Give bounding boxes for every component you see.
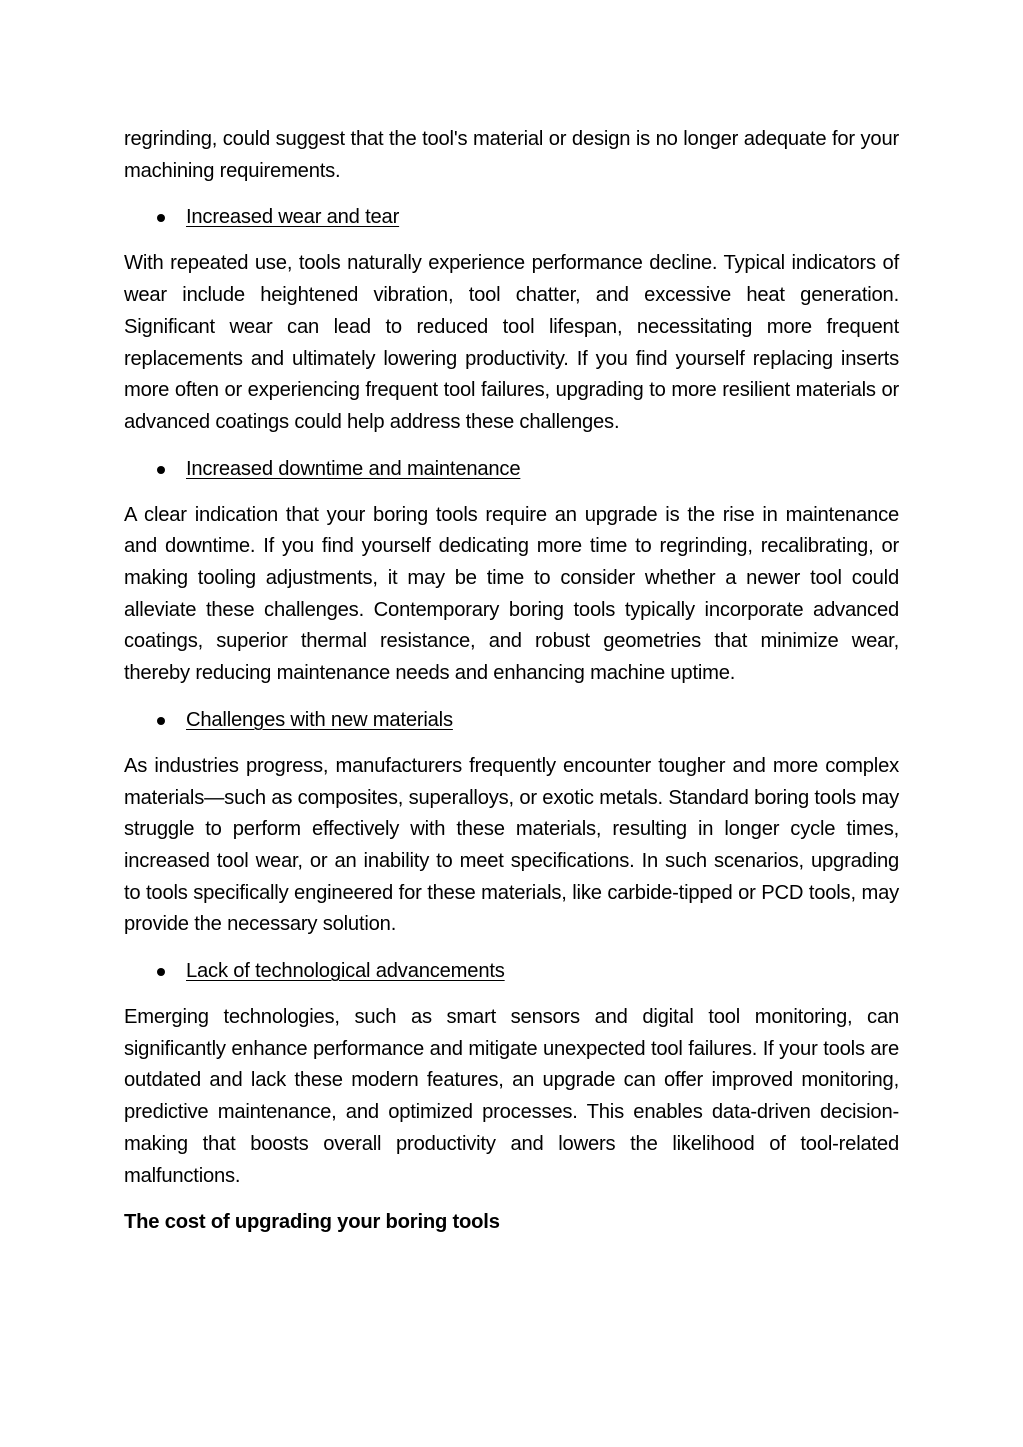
section-heading: The cost of upgrading your boring tools [124,1211,500,1234]
paragraph-new-materials: As industries progress, manufacturers frequently encounter tougher and more complex materials—such as composites, superalloys, or exotic metals. Standard boring tools may struggle to perform effectively with these materials, resulting in longer cycle times, increased tool wear, or an inability to meet specifications. In such scenarios, upgrading to tools specifically engineered for these materials, like carbide-tipped or PCD tools, may provide the necessary solution. [124,754,899,936]
bullet-label: Lack of technological advancements [186,960,505,983]
bullet-label: Increased wear and tear [186,206,400,229]
bullet-dot-icon [157,968,165,976]
bullet-dot-icon [157,214,165,222]
intro-paragraph: regrinding, could suggest that the tool's material or design is no longer adequate for your machining requirements. [124,128,899,182]
bullet-label: Challenges with new materials [186,708,453,731]
bullet-item-technological-advancements [124,956,899,988]
paragraph-technological-advancements: Emerging technologies, such as smart sensors and digital tool monitoring, can significantly enhance performance and mitigate unexpected tool failures. If your tools are outdated and lack these modern features, an upgrade can offer improved monitoring, predictive maintenance, and optimized processes. This enables data-driven decision-making that boosts overall productivity and lowers the likelihood of tool-related malfunctions. [124,1006,899,1187]
document-page [124,124,899,1239]
bullet-item-downtime-maintenance [124,454,899,486]
bullet-label: Increased downtime and maintenance [186,457,521,480]
paragraph-wear-and-tear: With repeated use, tools naturally experience performance decline. Typical indicators of wear include heightened vibration, tool chatter, and excessive heat generation. Significant wear can lead to reduced tool lifespan, necessitating more frequent replacements and ultimately lowering productivity. If you find yourself replacing inserts more often or experiencing frequent tool failures, upgrading to more resilient materials or advanced coatings could help address these challenges. [124,252,899,433]
bullet-dot-icon [157,466,165,474]
bullet-dot-icon [157,717,165,725]
bullet-item-new-materials [124,705,899,737]
paragraph-downtime-maintenance: A clear indication that your boring tools require an upgrade is the rise in maintenance and downtime. If you find yourself dedicating more time to regrinding, recalibrating, or making tooling adjustments, it may be time to consider whether a newer tool could alleviate these challenges. Contemporary boring tools typically incorporate advanced coatings, superior thermal resistance, and robust geometries that minimize wear, thereby reducing maintenance needs and enhancing machine uptime. [124,503,899,685]
bullet-item-wear-and-tear [124,202,899,234]
